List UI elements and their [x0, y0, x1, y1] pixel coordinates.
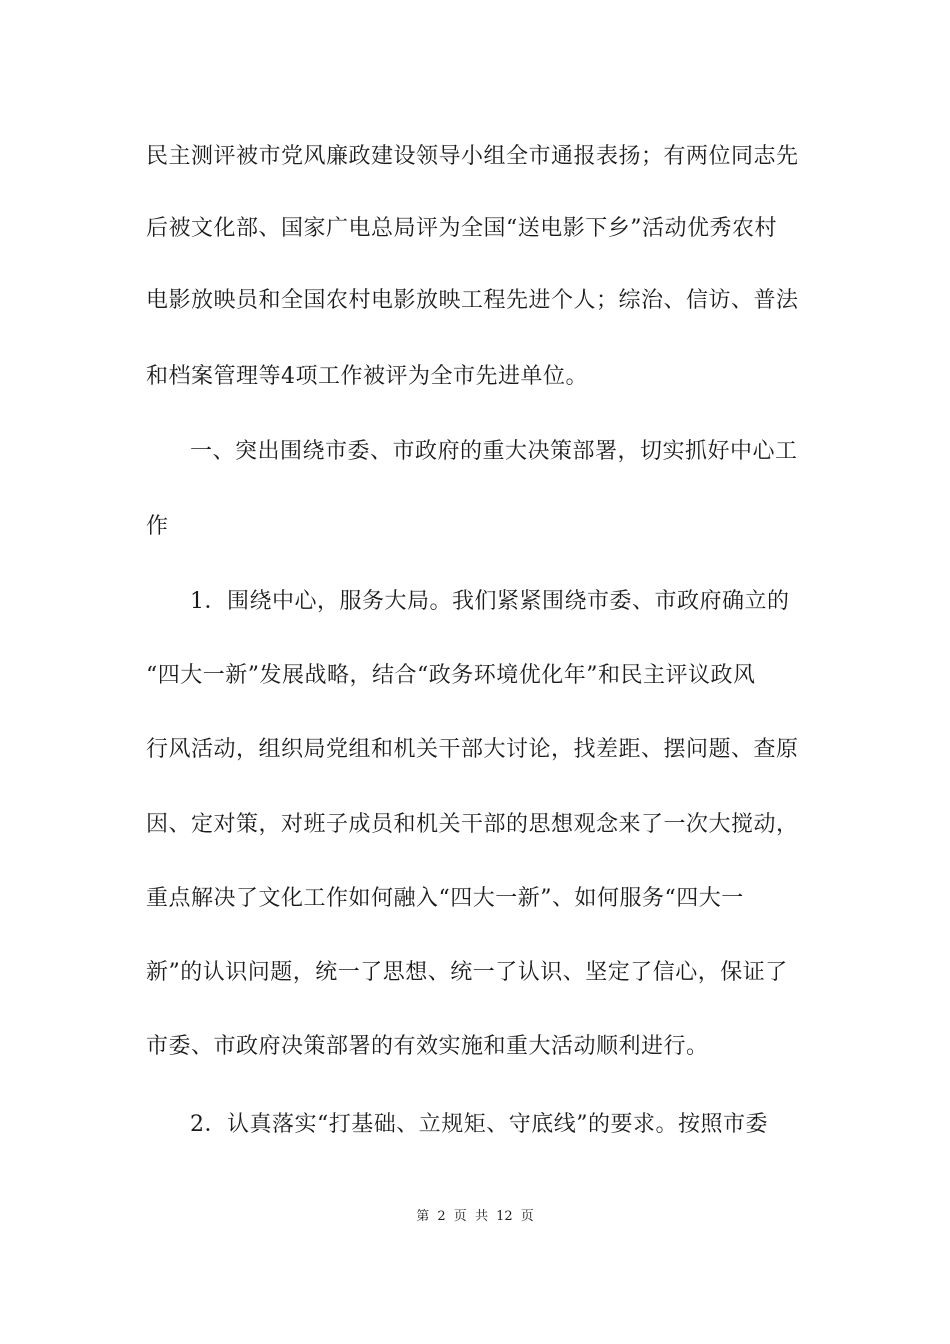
- text-line: “四大一新”发展战略，结合“政务环境优化年”和民主评议政风: [146, 663, 756, 688]
- text-line: 新”的认识问题，统一了思想、统一了认识、坚定了信心，保证了: [146, 960, 788, 985]
- text-line: 电影放映员和全国农村电影放映工程先进个人；综治、信访、普法: [146, 288, 799, 313]
- current-page-number: 2: [437, 1209, 446, 1224]
- section-heading-line: 一、突出围绕市委、市政府的重大决策部署，切实抓好中心工: [190, 439, 798, 464]
- paragraph-first-line: 2．认真落实“打基础、立规矩、守底线”的要求。按照市委: [190, 1112, 768, 1137]
- text-line: 重点解决了文化工作如何融入“四大一新”、如何服务“四大一: [146, 886, 744, 911]
- section-heading-line: 作: [146, 514, 169, 539]
- text-line: 市委、市政府决策部署的有效实施和重大活动顺利进行。: [146, 1034, 709, 1059]
- text-line: 民主测评被市党风廉政建设领导小组全市通报表扬；有两位同志先: [146, 144, 799, 169]
- footer-page-word: 页: [453, 1209, 467, 1224]
- page-footer: [0, 1208, 950, 1226]
- paragraph-first-line: 1．围绕中心，服务大局。我们紧紧围绕市委、市政府确立的: [190, 589, 790, 614]
- text-line: 行风活动，组织局党组和机关干部大讨论，找差距、摆问题、查原: [146, 737, 799, 762]
- text-line: 因、定对策，对班子成员和机关干部的思想观念来了一次大搅动，: [146, 812, 799, 837]
- footer-suffix: 页: [520, 1209, 534, 1224]
- text-line: 和档案管理等4项工作被评为全市先进单位。: [146, 364, 588, 389]
- footer-total-prefix: 共: [474, 1209, 488, 1224]
- footer-prefix: 第: [416, 1209, 430, 1224]
- total-page-count: 12: [496, 1209, 513, 1224]
- text-line: 后被文化部、国家广电总局评为全国“送电影下乡”活动优秀农村: [146, 216, 777, 241]
